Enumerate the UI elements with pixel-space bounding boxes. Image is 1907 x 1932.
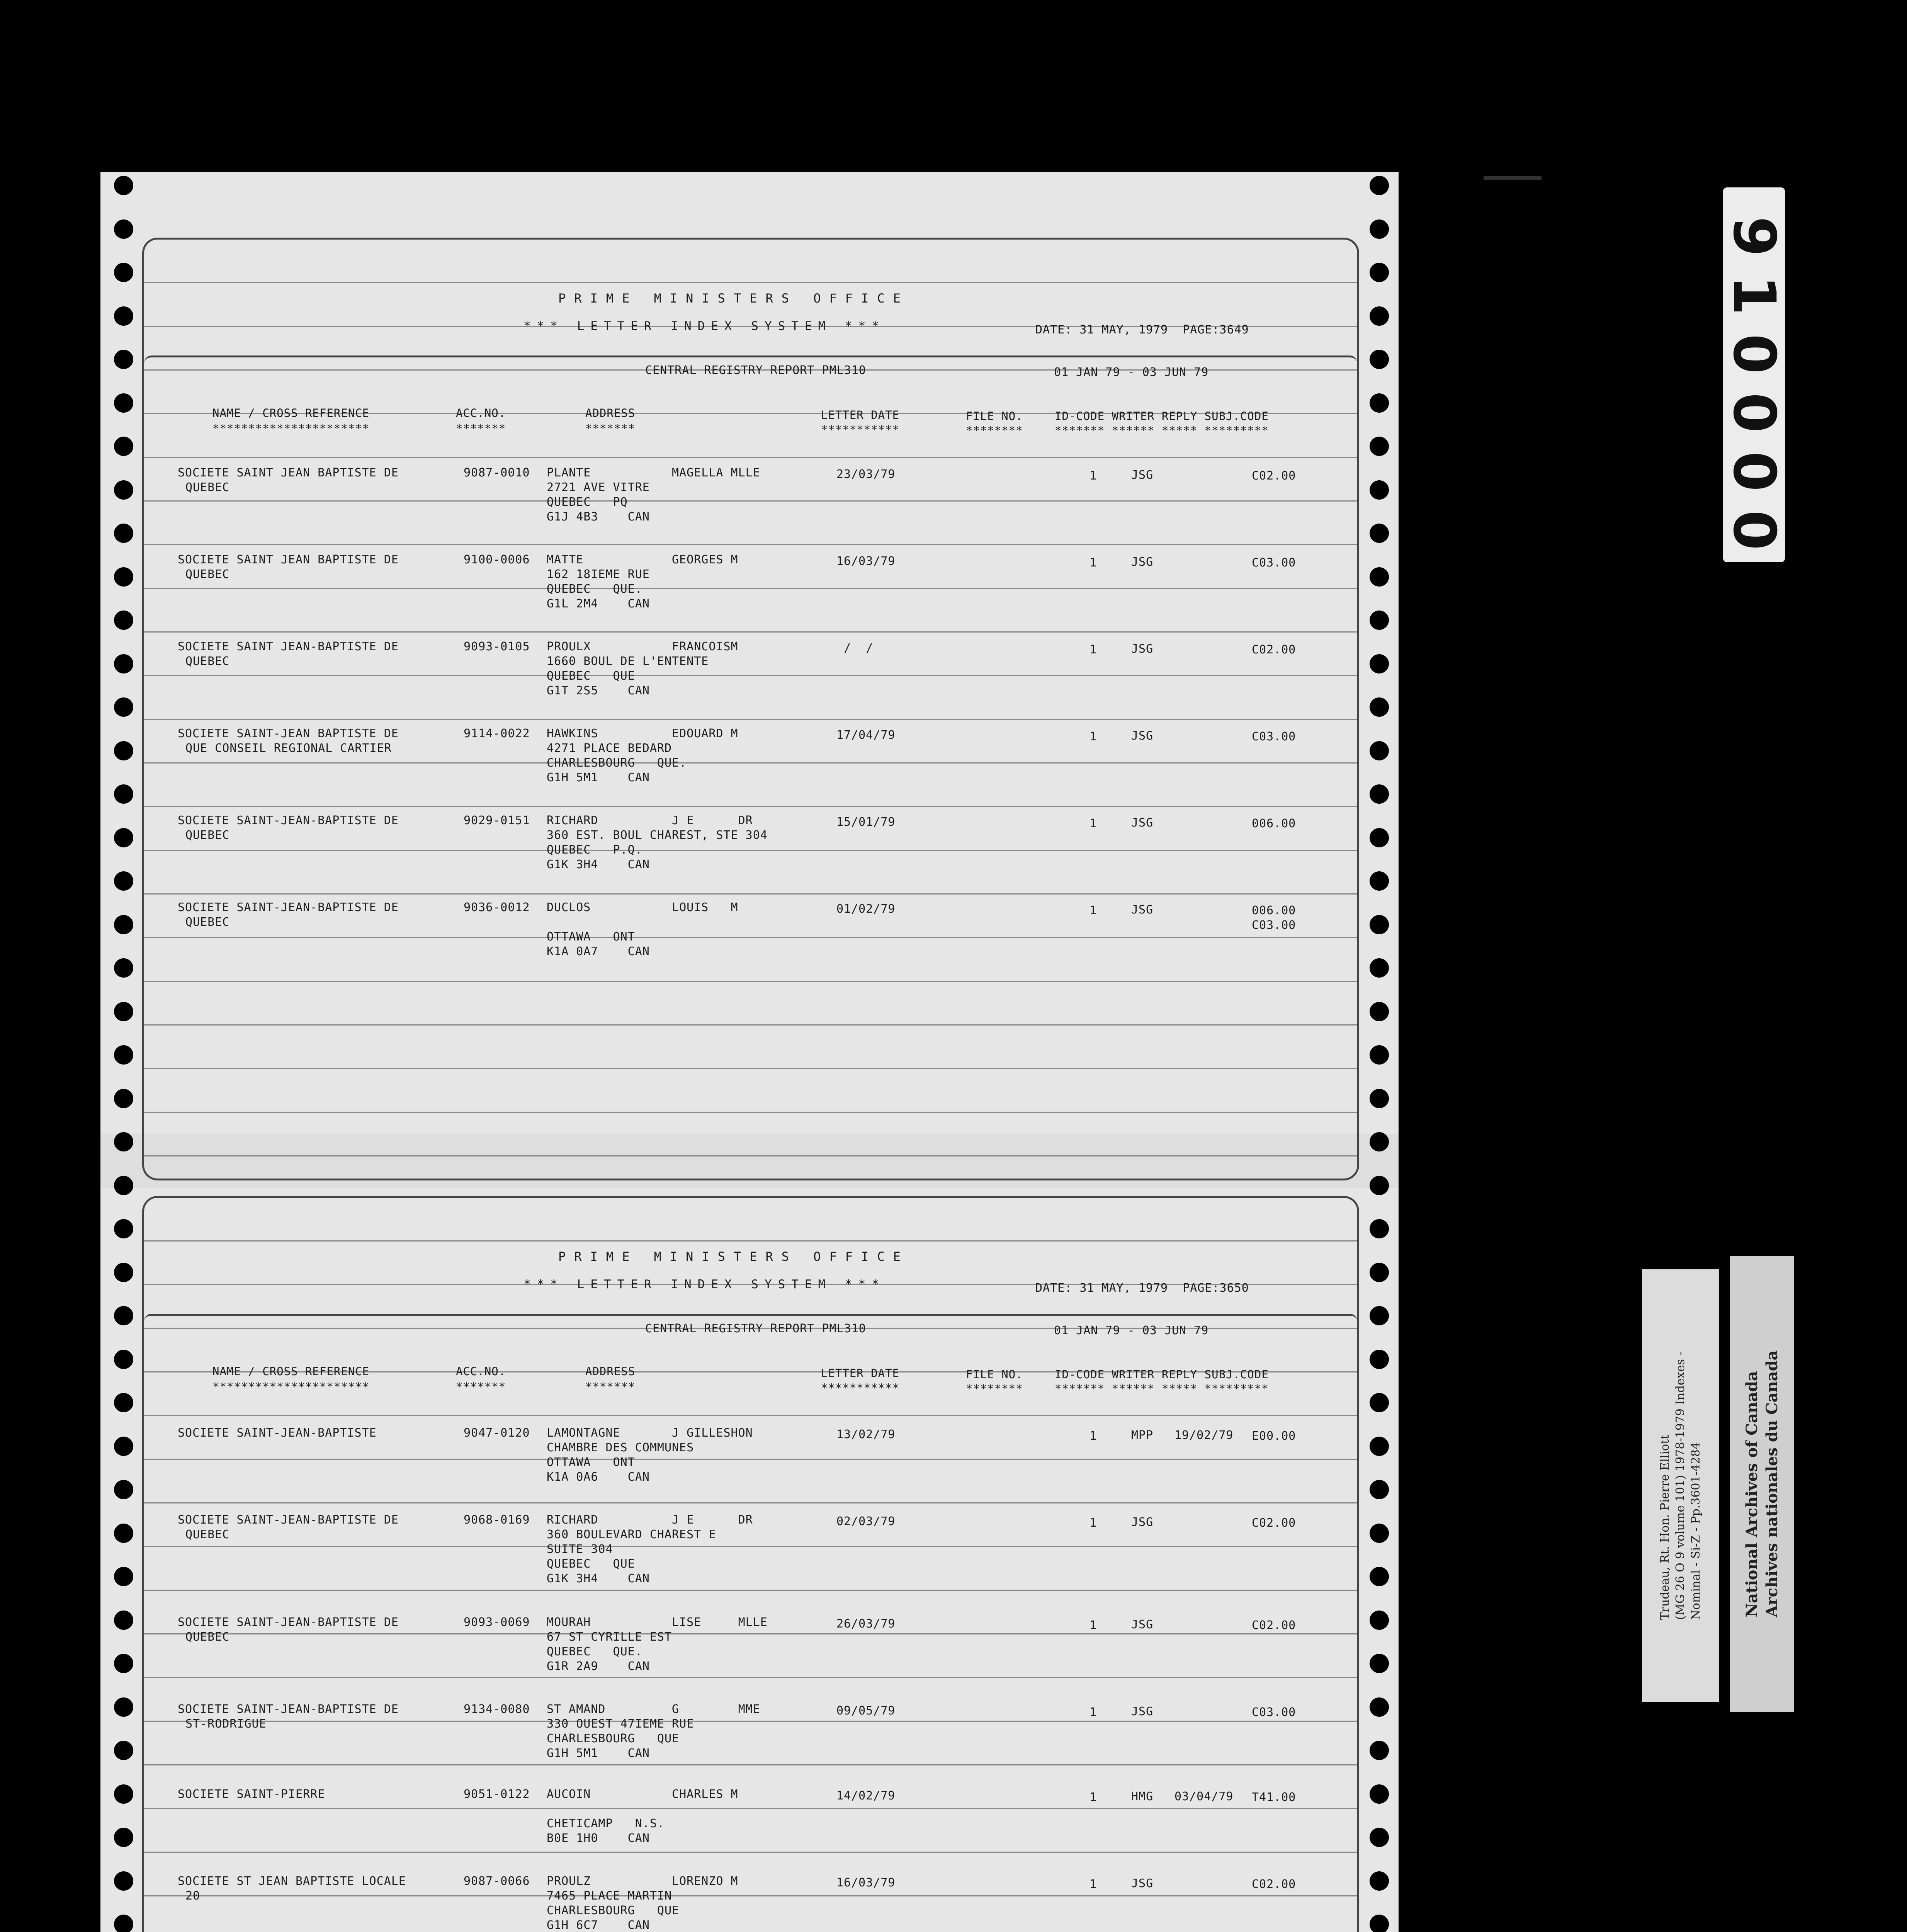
entry-address-line: QUEBEC PQ xyxy=(547,495,628,509)
tractor-feed-hole xyxy=(114,1654,133,1673)
tractor-feed-hole xyxy=(1370,263,1389,282)
tractor-feed-hole xyxy=(1370,350,1389,369)
entry-address-line: ST AMAND G MME xyxy=(547,1702,760,1716)
paper-stripe xyxy=(144,1808,1357,1809)
entry-address-line: QUEBEC QUE xyxy=(547,669,635,683)
entry-id-code: 1 xyxy=(1089,469,1097,483)
entry-address-line: G1T 2S5 CAN xyxy=(547,684,650,697)
entry-address-line: G1K 3H4 CAN xyxy=(547,858,650,871)
entry-writer: JSG xyxy=(1131,903,1154,917)
entry-id-code: 1 xyxy=(1089,1791,1097,1804)
entry-address-line: AUCOIN CHARLES M xyxy=(547,1787,738,1801)
entry-acc-no: 9051-0122 xyxy=(464,1787,530,1801)
paper-stripe xyxy=(144,457,1357,458)
tractor-feed-hole xyxy=(1370,1306,1389,1325)
entry-address-line: MOURAH LISE MLLE xyxy=(547,1616,768,1629)
entry-subj-code: C02.00 xyxy=(1252,469,1296,483)
entry-address-line: RICHARD J E DR xyxy=(547,1513,753,1527)
archive-name-line1: National Archives of Canada xyxy=(1742,1371,1761,1617)
report-range: 01 JAN 79 - 03 JUN 79 xyxy=(1054,366,1209,379)
entry-address-line: K1A 0A6 CAN xyxy=(547,1470,650,1484)
tractor-feed-hole xyxy=(1370,437,1389,456)
tractor-feed-hole xyxy=(114,741,133,760)
entry-address-line: PROULX FRANCOISM xyxy=(547,640,738,653)
col-header-file: FILE NO. xyxy=(966,1368,1023,1381)
tractor-feed-hole xyxy=(1370,219,1389,239)
entry-address-line: OTTAWA ONT xyxy=(547,1456,635,1469)
entry-name-cont: QUEBEC xyxy=(185,568,230,581)
tractor-feed-hole xyxy=(114,1524,133,1543)
entry-address-line: CHARLESBOURG QUE xyxy=(547,1904,680,1917)
entry-subj-code: T41.00 xyxy=(1252,1791,1296,1804)
entry-address-line: G1H 5M1 CAN xyxy=(547,1747,650,1760)
col-header-file: FILE NO. xyxy=(966,410,1023,423)
tractor-feed-hole xyxy=(1370,1437,1389,1456)
archive-label-line2: (MG 26 O 9 volume 101) 1978-1979 Indexes - xyxy=(1674,1351,1687,1620)
report-date-page: DATE: 31 MAY, 1979 PAGE:3650 xyxy=(1035,1281,1249,1295)
tractor-feed-hole xyxy=(114,1176,133,1195)
entry-acc-no: 9100-0006 xyxy=(464,553,530,566)
col-header-codes: ID-CODE WRITER REPLY SUBJ.CODE xyxy=(1055,1368,1269,1381)
col-header-address: ADDRESS xyxy=(585,406,636,420)
entry-name: SOCIETE SAINT-JEAN-BAPTISTE DE xyxy=(178,901,399,914)
entry-name: SOCIETE SAINT-JEAN-BAPTISTE DE xyxy=(178,1702,399,1716)
tractor-feed-hole xyxy=(114,524,133,543)
entry-name: SOCIETE SAINT JEAN BAPTISTE DE xyxy=(178,553,399,566)
col-header-file-rule: ******** xyxy=(966,424,1023,437)
col-header-letter-date: LETTER DATE xyxy=(821,408,900,422)
system-title: *** LETTER INDEX SYSTEM *** xyxy=(523,319,885,333)
paper-stripe xyxy=(144,675,1357,676)
tractor-feed-hole xyxy=(1370,784,1389,804)
tractor-feed-hole xyxy=(1370,1393,1389,1412)
tractor-feed-hole xyxy=(114,828,133,847)
tractor-feed-hole xyxy=(114,1741,133,1760)
entry-reply-date: 03/04/79 xyxy=(1174,1790,1234,1803)
inner-border xyxy=(144,1314,1357,1321)
tractor-feed-hole xyxy=(1370,1524,1389,1543)
entry-address-line: 1660 BOUL DE L'ENTENTE xyxy=(547,655,709,668)
col-header-file-rule: ******** xyxy=(966,1382,1023,1395)
entry-id-code: 1 xyxy=(1089,556,1097,570)
system-title: *** LETTER INDEX SYSTEM *** xyxy=(523,1277,885,1291)
paper-stripe xyxy=(144,762,1357,764)
paper-stripe xyxy=(144,981,1357,982)
entry-reply-date: 19/02/79 xyxy=(1174,1429,1234,1442)
entry-id-code: 1 xyxy=(1089,1516,1097,1530)
tractor-feed-hole xyxy=(1370,1219,1389,1238)
entry-address-line: G1L 2M4 CAN xyxy=(547,597,650,611)
entry-address-line: 7465 PLACE MARTIN xyxy=(547,1889,672,1903)
tractor-feed-hole xyxy=(1370,1045,1389,1065)
frame-number-digit: 0 xyxy=(1720,333,1788,374)
tractor-feed-hole xyxy=(114,1480,133,1499)
tractor-feed-hole xyxy=(1370,611,1389,630)
entry-address-line: RICHARD J E DR xyxy=(547,814,753,827)
entry-address-line: PLANTE MAGELLA MLLE xyxy=(547,466,760,480)
tractor-feed-hole xyxy=(1370,1350,1389,1369)
entry-id-code: 1 xyxy=(1089,1878,1097,1891)
entry-acc-no: 9114-0022 xyxy=(464,727,530,740)
tractor-feed-hole xyxy=(114,1306,133,1325)
tractor-feed-hole xyxy=(114,1437,133,1456)
col-header-codes-rule: ******* ****** ***** ********* xyxy=(1055,424,1269,437)
tractor-feed-hole xyxy=(1370,915,1389,934)
entry-writer: JSG xyxy=(1131,1705,1154,1718)
tractor-feed-hole xyxy=(114,1915,133,1932)
tractor-feed-hole xyxy=(1370,1176,1389,1195)
entry-acc-no: 9093-0105 xyxy=(464,640,530,653)
tractor-feed-hole xyxy=(114,480,133,500)
entry-address-line: DUCLOS LOUIS M xyxy=(547,901,738,914)
col-header-name-rule: ********************** xyxy=(212,1380,370,1393)
paper-stripe xyxy=(144,1155,1357,1156)
paper-stripe xyxy=(144,1852,1357,1853)
paper-stripe xyxy=(144,719,1357,720)
entry-address-line: K1A 0A7 CAN xyxy=(547,945,650,958)
frame-number-strip xyxy=(1720,187,1788,562)
entry-name-cont: ST-RODRIGUE xyxy=(185,1717,267,1731)
report-page-2 xyxy=(142,1196,1359,1932)
tractor-feed-hole xyxy=(1370,828,1389,847)
entry-address-line: G1H 6C7 CAN xyxy=(547,1918,650,1932)
frame-number-digit: 1 xyxy=(1720,275,1788,316)
entry-address-line: HAWKINS EDOUARD M xyxy=(547,727,738,740)
tractor-feed-hole xyxy=(114,1089,133,1108)
entry-address-line: 67 ST CYRILLE EST xyxy=(547,1630,672,1644)
entry-id-code: 1 xyxy=(1089,1429,1097,1443)
col-header-address: ADDRESS xyxy=(585,1365,636,1378)
report-range: 01 JAN 79 - 03 JUN 79 xyxy=(1054,1324,1209,1337)
entry-address-line: G1J 4B3 CAN xyxy=(547,510,650,524)
entry-name: SOCIETE SAINT-JEAN-BAPTISTE DE xyxy=(178,1616,399,1629)
paper-stripe xyxy=(144,1459,1357,1460)
office-title: PRIME MINISTERS OFFICE xyxy=(558,291,909,306)
col-header-codes-rule: ******* ****** ***** ********* xyxy=(1055,1382,1269,1395)
entry-subj-code: C03.00 xyxy=(1252,1706,1296,1719)
paper-stripe xyxy=(144,1068,1357,1069)
tractor-feed-hole xyxy=(1370,1263,1389,1282)
tractor-feed-hole xyxy=(1370,1784,1389,1804)
entry-name-cont: QUEBEC xyxy=(185,1528,230,1541)
entry-writer: JSG xyxy=(1131,1618,1154,1631)
tractor-feed-hole xyxy=(1370,1611,1389,1630)
tractor-feed-hole xyxy=(114,219,133,239)
tractor-feed-hole xyxy=(1370,524,1389,543)
tractor-feed-hole xyxy=(114,1567,133,1586)
entry-id-code: 1 xyxy=(1089,904,1097,917)
entry-address-line: 360 EST. BOUL CHAREST, STE 304 xyxy=(547,828,768,842)
tractor-feed-hole xyxy=(114,697,133,717)
entry-address-line: 2721 AVE VITRE xyxy=(547,481,650,494)
paper-stripe xyxy=(144,1112,1357,1113)
entry-address-line: QUEBEC QUE xyxy=(547,1557,635,1571)
entry-address-line: OTTAWA ONT xyxy=(547,930,635,944)
entry-name: SOCIETE SAINT-JEAN-BAPTISTE DE xyxy=(178,814,399,827)
tractor-feed-hole xyxy=(1370,1567,1389,1586)
tractor-feed-hole xyxy=(114,567,133,587)
frame-number-digit: 0 xyxy=(1720,392,1788,433)
col-header-letter-date-rule: *********** xyxy=(821,423,900,436)
tractor-feed-hole xyxy=(1370,958,1389,978)
tractor-feed-hole xyxy=(1370,1480,1389,1499)
archive-reference-label xyxy=(1642,1269,1719,1702)
frame-number-digit: 0 xyxy=(1720,510,1788,551)
tractor-feed-hole xyxy=(1370,1697,1389,1717)
entry-address-line: G1K 3H4 CAN xyxy=(547,1572,650,1585)
paper-stripe xyxy=(144,893,1357,895)
entry-letter-date: 26/03/79 xyxy=(836,1617,896,1631)
entry-address-line: B0E 1H0 CAN xyxy=(547,1832,650,1845)
entry-name: SOCIETE SAINT JEAN-BAPTISTE DE xyxy=(178,640,399,653)
tractor-feed-hole xyxy=(114,350,133,369)
entry-id-code: 1 xyxy=(1089,817,1097,830)
entry-writer: JSG xyxy=(1131,642,1154,656)
tractor-feed-hole xyxy=(114,958,133,978)
tractor-feed-hole xyxy=(114,784,133,804)
tractor-feed-hole xyxy=(114,1393,133,1412)
tractor-feed-hole xyxy=(114,263,133,282)
entry-address-line: 330 OUEST 47IEME RUE xyxy=(547,1717,694,1731)
entry-writer: HMG xyxy=(1131,1790,1154,1803)
paper-stripe xyxy=(144,1633,1357,1634)
archive-label-line1: Trudeau, Rt. Hon. Pierre Elliott xyxy=(1658,1434,1672,1620)
entry-address-line: SUITE 304 xyxy=(547,1543,613,1556)
entry-name: SOCIETE SAINT-JEAN-BAPTISTE xyxy=(178,1426,377,1440)
entry-subj-code: C02.00 xyxy=(1252,1619,1296,1632)
entry-letter-date: 16/03/79 xyxy=(836,554,896,568)
tractor-feed-hole xyxy=(1370,567,1389,587)
entry-name-cont: QUEBEC xyxy=(185,655,230,668)
entry-subj-code: C03.00 xyxy=(1252,730,1296,743)
entry-letter-date: 16/03/79 xyxy=(836,1876,896,1889)
tractor-feed-hole xyxy=(1370,176,1389,195)
tractor-feed-hole xyxy=(1370,741,1389,760)
archive-name-label xyxy=(1730,1256,1794,1712)
tractor-feed-hole xyxy=(114,1611,133,1630)
entry-letter-date: / / xyxy=(836,641,874,655)
entry-address-line: G1R 2A9 CAN xyxy=(547,1660,650,1673)
paper-stripe xyxy=(144,850,1357,851)
col-header-name-rule: ********************** xyxy=(212,422,370,435)
entry-acc-no: 9093-0069 xyxy=(464,1616,530,1629)
col-header-acc: ACC.NO. xyxy=(456,1365,506,1378)
entry-acc-no: 9036-0012 xyxy=(464,901,530,914)
report-date-page: DATE: 31 MAY, 1979 PAGE:3649 xyxy=(1035,323,1249,337)
col-header-acc-rule: ******* xyxy=(456,422,506,435)
col-header-letter-date-rule: *********** xyxy=(821,1381,900,1395)
entry-writer: JSG xyxy=(1131,1877,1154,1890)
paper-stripe xyxy=(144,937,1357,938)
tractor-feed-hole xyxy=(114,306,133,326)
tractor-feed-hole xyxy=(114,871,133,891)
tractor-feed-hole xyxy=(1370,393,1389,413)
tractor-feed-hole xyxy=(114,1263,133,1282)
entry-name: SOCIETE SAINT-JEAN-BAPTISTE DE xyxy=(178,1513,399,1527)
col-header-name: NAME / CROSS REFERENCE xyxy=(212,406,370,420)
entry-letter-date: 02/03/79 xyxy=(836,1515,896,1528)
entry-subj-code: 006.00 xyxy=(1252,904,1296,917)
col-header-address-rule: ******* xyxy=(585,1380,636,1393)
entry-acc-no: 9087-0066 xyxy=(464,1874,530,1888)
col-header-name: NAME / CROSS REFERENCE xyxy=(212,1365,370,1378)
tractor-feed-hole xyxy=(114,915,133,934)
entry-letter-date: 09/05/79 xyxy=(836,1704,896,1718)
tractor-feed-hole xyxy=(1370,480,1389,500)
tractor-feed-hole xyxy=(1370,1741,1389,1760)
entry-subj-code: C03.00 xyxy=(1252,556,1296,570)
entry-letter-date: 01/02/79 xyxy=(836,902,896,916)
archive-name-line2: Archives nationales du Canada xyxy=(1763,1350,1781,1617)
entry-letter-date: 15/01/79 xyxy=(836,815,896,829)
tractor-feed-hole xyxy=(114,176,133,195)
entry-name-cont: QUEBEC xyxy=(185,1630,230,1644)
scanner-mark xyxy=(1484,176,1542,180)
entry-address-line: CHARLESBOURG QUE. xyxy=(547,756,687,770)
entry-acc-no: 9087-0010 xyxy=(464,466,530,480)
paper-stripe xyxy=(144,1590,1357,1591)
paper-stripe xyxy=(144,544,1357,545)
tractor-feed-hole xyxy=(114,1002,133,1021)
tractor-feed-hole xyxy=(114,1871,133,1891)
tractor-feed-hole xyxy=(114,1697,133,1717)
entry-subj-code: 006.00 xyxy=(1252,817,1296,830)
tractor-feed-hole xyxy=(114,393,133,413)
entry-id-code: 1 xyxy=(1089,1706,1097,1719)
entry-address-line: CHARLESBOURG QUE xyxy=(547,1732,680,1745)
entry-acc-no: 9047-0120 xyxy=(464,1426,530,1440)
entry-subj-code: C02.00 xyxy=(1252,1878,1296,1891)
entry-writer: JSG xyxy=(1131,1515,1154,1529)
tractor-feed-hole xyxy=(114,1045,133,1065)
tractor-feed-hole xyxy=(114,654,133,673)
entry-address-line: MATTE GEORGES M xyxy=(547,553,738,566)
entry-address-line: CHAMBRE DES COMMUNES xyxy=(547,1441,694,1454)
entry-name-cont: QUEBEC xyxy=(185,828,230,842)
tractor-feed-hole xyxy=(1370,871,1389,891)
entry-acc-no: 9068-0169 xyxy=(464,1513,530,1527)
entry-address-line: PROULZ LORENZO M xyxy=(547,1874,738,1888)
col-header-acc-rule: ******* xyxy=(456,1380,506,1393)
tractor-feed-hole xyxy=(1370,654,1389,673)
paper-stripe xyxy=(144,588,1357,589)
entry-acc-no: 9134-0080 xyxy=(464,1702,530,1716)
paper-stripe xyxy=(144,631,1357,633)
entry-writer: JSG xyxy=(1131,729,1154,743)
frame-number-digit: 0 xyxy=(1720,451,1788,492)
paper-stripe xyxy=(144,1415,1357,1416)
paper-stripe xyxy=(144,1502,1357,1503)
entry-subj-code: C02.00 xyxy=(1252,643,1296,656)
entry-name: SOCIETE SAINT-JEAN BAPTISTE DE xyxy=(178,727,399,740)
entry-subj-code: E00.00 xyxy=(1252,1429,1296,1443)
entry-address-line: QUEBEC QUE. xyxy=(547,582,642,596)
tractor-feed-hole xyxy=(114,1784,133,1804)
tractor-feed-hole xyxy=(114,1219,133,1238)
entry-name-cont: 20 xyxy=(185,1889,201,1903)
frame-number-digit: 9 xyxy=(1720,216,1788,257)
tractor-feed-hole xyxy=(1370,1654,1389,1673)
archive-label-line3: Nominal - Si-Z - Pp.3601-4284 xyxy=(1689,1442,1703,1620)
col-header-address-rule: ******* xyxy=(585,422,636,435)
entry-name: SOCIETE SAINT JEAN BAPTISTE DE xyxy=(178,466,399,480)
paper-stripe xyxy=(144,1677,1357,1678)
tractor-feed-hole xyxy=(1370,1828,1389,1847)
paper-stripe xyxy=(144,1546,1357,1547)
tractor-feed-hole xyxy=(1370,697,1389,717)
paper-stripe xyxy=(144,1721,1357,1722)
entry-letter-date: 23/03/79 xyxy=(836,468,896,481)
paper-stripe xyxy=(144,1240,1357,1242)
entry-writer: JSG xyxy=(1131,816,1154,830)
tractor-feed-hole xyxy=(1370,306,1389,326)
entry-id-code: 1 xyxy=(1089,643,1097,656)
entry-address-line: QUEBEC P.Q. xyxy=(547,843,642,857)
entry-name: SOCIETE SAINT-PIERRE xyxy=(178,1787,325,1801)
entry-address-line: 162 18IEME RUE xyxy=(547,568,650,581)
tractor-feed-hole xyxy=(114,1132,133,1151)
entry-subj-code: C02.00 xyxy=(1252,1516,1296,1530)
office-title: PRIME MINISTERS OFFICE xyxy=(558,1249,909,1264)
report-name: CENTRAL REGISTRY REPORT PML310 xyxy=(645,364,866,377)
tractor-feed-hole xyxy=(1370,1915,1389,1932)
inner-border xyxy=(144,355,1357,363)
tractor-feed-hole xyxy=(114,1350,133,1369)
entry-letter-date: 13/02/79 xyxy=(836,1428,896,1441)
tractor-feed-hole xyxy=(1370,1002,1389,1021)
entry-address-line: 4271 PLACE BEDARD xyxy=(547,742,672,755)
entry-letter-date: 17/04/79 xyxy=(836,728,896,742)
tractor-feed-hole xyxy=(1370,1871,1389,1891)
paper-stripe xyxy=(144,806,1357,807)
paper-stripe xyxy=(144,1895,1357,1896)
entry-id-code: 1 xyxy=(1089,730,1097,743)
paper-stripe xyxy=(144,282,1357,283)
tractor-feed-hole xyxy=(1370,1132,1389,1151)
col-header-letter-date: LETTER DATE xyxy=(821,1367,900,1380)
entry-address-line: QUEBEC QUE. xyxy=(547,1645,642,1658)
tractor-feed-hole xyxy=(114,611,133,630)
entry-address-line: 360 BOULEVARD CHAREST E xyxy=(547,1528,716,1541)
tractor-feed-hole xyxy=(114,437,133,456)
entry-name-cont: QUEBEC xyxy=(185,915,230,929)
paper-stripe xyxy=(144,500,1357,502)
report-name: CENTRAL REGISTRY REPORT PML310 xyxy=(645,1322,866,1335)
entry-name-cont: QUE CONSEIL REGIONAL CARTIER xyxy=(185,742,392,755)
entry-address-line: G1H 5M1 CAN xyxy=(547,771,650,784)
entry-letter-date: 14/02/79 xyxy=(836,1789,896,1803)
entry-writer: JSG xyxy=(1131,468,1154,482)
tractor-feed-hole xyxy=(1370,1089,1389,1108)
entry-acc-no: 9029-0151 xyxy=(464,814,530,827)
entry-subj-code-2: C03.00 xyxy=(1252,918,1296,932)
entry-writer: MPP xyxy=(1131,1429,1154,1442)
entry-address-line: LAMONTAGNE J GILLESHON xyxy=(547,1426,753,1440)
entry-address-line: CHETICAMP N.S. xyxy=(547,1817,665,1830)
col-header-acc: ACC.NO. xyxy=(456,406,506,420)
entry-id-code: 1 xyxy=(1089,1619,1097,1632)
entry-name-cont: QUEBEC xyxy=(185,481,230,494)
paper-stripe xyxy=(144,1024,1357,1026)
tractor-feed-hole xyxy=(114,1828,133,1847)
col-header-codes: ID-CODE WRITER REPLY SUBJ.CODE xyxy=(1055,410,1269,423)
entry-name: SOCIETE ST JEAN BAPTISTE LOCALE xyxy=(178,1874,406,1888)
paper-stripe xyxy=(144,1764,1357,1765)
entry-writer: JSG xyxy=(1131,555,1154,569)
